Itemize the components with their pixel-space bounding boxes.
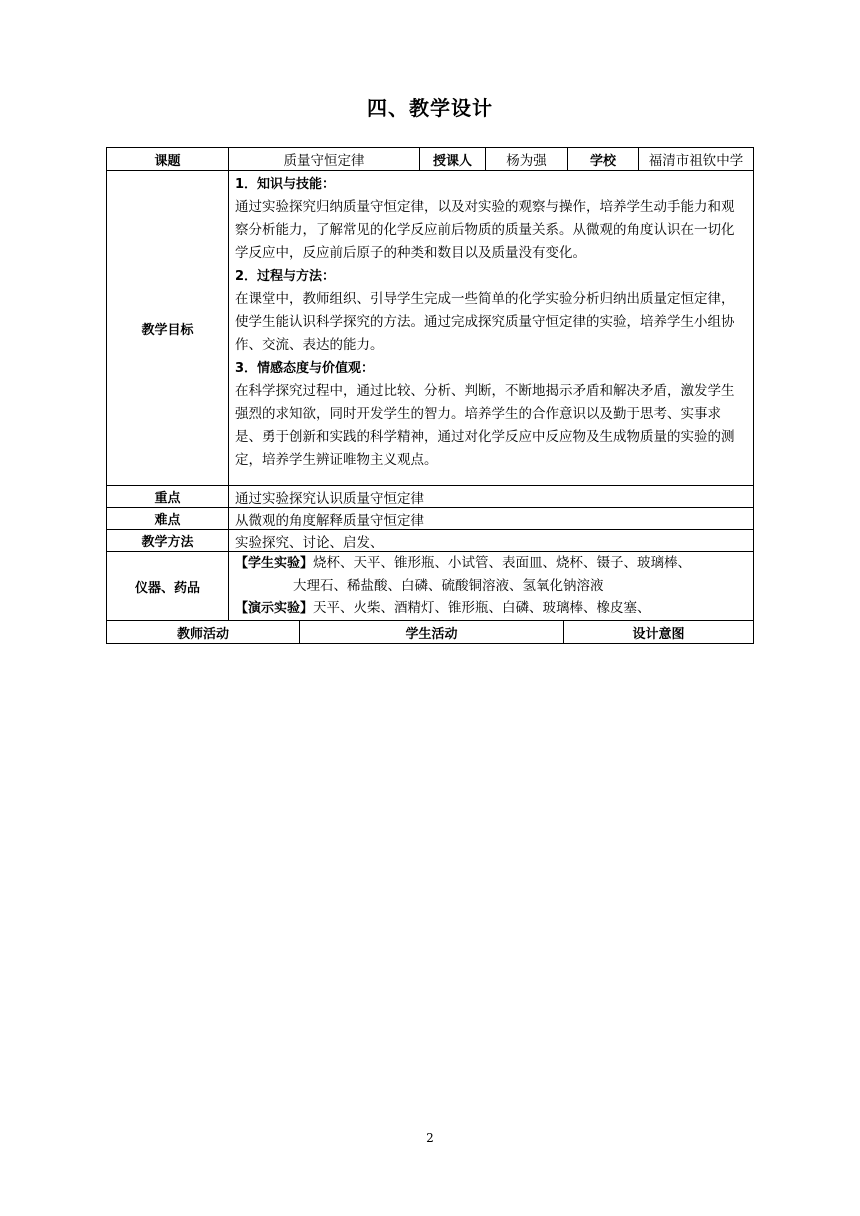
- objective-heading-attitude: 3．情感态度与价值观：: [235, 361, 375, 376]
- methods-value: 实验探究、讨论、启发、: [229, 530, 754, 552]
- school-label: 学校: [568, 148, 639, 170]
- student-experiment-items-1: 烧杯、天平、锥形瓶、小试管、表面皿、烧杯、镊子、玻璃棒、: [313, 555, 692, 571]
- objective-text-process: 在课堂中，教师组织、引导学生完成一些简单的化学实验分析归纳出质量定恒定律，使学生能认识科学探究的方法。通过完成探究质量守恒定律的实验，培养学生小组协作、交流、表达的能力。: [235, 291, 735, 353]
- student-experiment-tag: 【学生实验】: [235, 556, 314, 571]
- student-activity-header: 学生活动: [300, 621, 564, 643]
- teacher-label: 授课人: [420, 148, 486, 171]
- topic-label: 课题: [107, 148, 229, 171]
- key-point-row: [107, 486, 754, 508]
- methods-row: [107, 530, 754, 552]
- student-experiment-items-2: 大理石、稀盐酸、白磷、硫酸铜溶液、氢氧化钠溶液: [293, 578, 604, 594]
- equipment-label: 仪器、药品: [107, 552, 229, 621]
- objectives-content: [229, 171, 754, 486]
- key-point-value: 通过实验探究认识质量守恒定律: [229, 486, 754, 508]
- teacher-activity-header: 教师活动: [107, 621, 300, 643]
- equipment-row: [107, 552, 754, 621]
- key-point-label: 重点: [107, 486, 229, 508]
- page-title: 四、教学设计: [367, 96, 493, 120]
- header-row: [107, 148, 754, 171]
- equipment-content: [229, 552, 754, 621]
- difficulty-row: [107, 508, 754, 530]
- teaching-design-table: [106, 147, 754, 644]
- objective-heading-knowledge: 1．知识与技能：: [235, 177, 336, 192]
- teacher-value: 杨为强: [486, 148, 568, 171]
- topic-value: 质量守恒定律: [229, 148, 420, 171]
- objective-text-knowledge: 通过实验探究归纳质量守恒定律，以及对实验的观察与操作，培养学生动手能力和观察分析能力，了解常见的化学反应前后物质的质量关系。从微观的角度认识在一切化学反应中，反应前后原子的种类和数目以及质量没有变化。: [235, 199, 735, 261]
- design-intent-header: 设计意图: [632, 626, 685, 642]
- objectives-label: 教学目标: [107, 171, 229, 486]
- difficulty-label: 难点: [107, 508, 229, 530]
- difficulty-value: 从微观的角度解释质量守恒定律: [229, 508, 754, 530]
- page-number: 2: [426, 1131, 434, 1145]
- activity-header-cell: [107, 621, 754, 644]
- school-cell: [568, 148, 754, 171]
- demo-experiment-items: 天平、火柴、酒精灯、锥形瓶、白磷、玻璃棒、橡皮塞、: [313, 600, 651, 616]
- student-experiment-line: [235, 552, 747, 575]
- demo-experiment-line: [235, 597, 747, 620]
- methods-label: 教学方法: [107, 530, 229, 552]
- objective-text-attitude: 在科学探究过程中，通过比较、分析、判断，不断地揭示矛盾和解决矛盾，激发学生强烈的求知欲，同时开发学生的智力。培养学生的合作意识以及勤于思考、实事求是、勇于创新和实践的科学精神，通过对化学反应中反应物及生成物质量的实验的测定，培养学生辨证唯物主义观点。: [235, 383, 735, 468]
- school-value: 福清市祖钦中学: [648, 153, 744, 169]
- objective-heading-process: 2．过程与方法：: [235, 269, 336, 284]
- activity-header-row: [107, 621, 754, 644]
- demo-experiment-tag: 【演示实验】: [235, 601, 314, 616]
- objectives-row: [107, 171, 754, 486]
